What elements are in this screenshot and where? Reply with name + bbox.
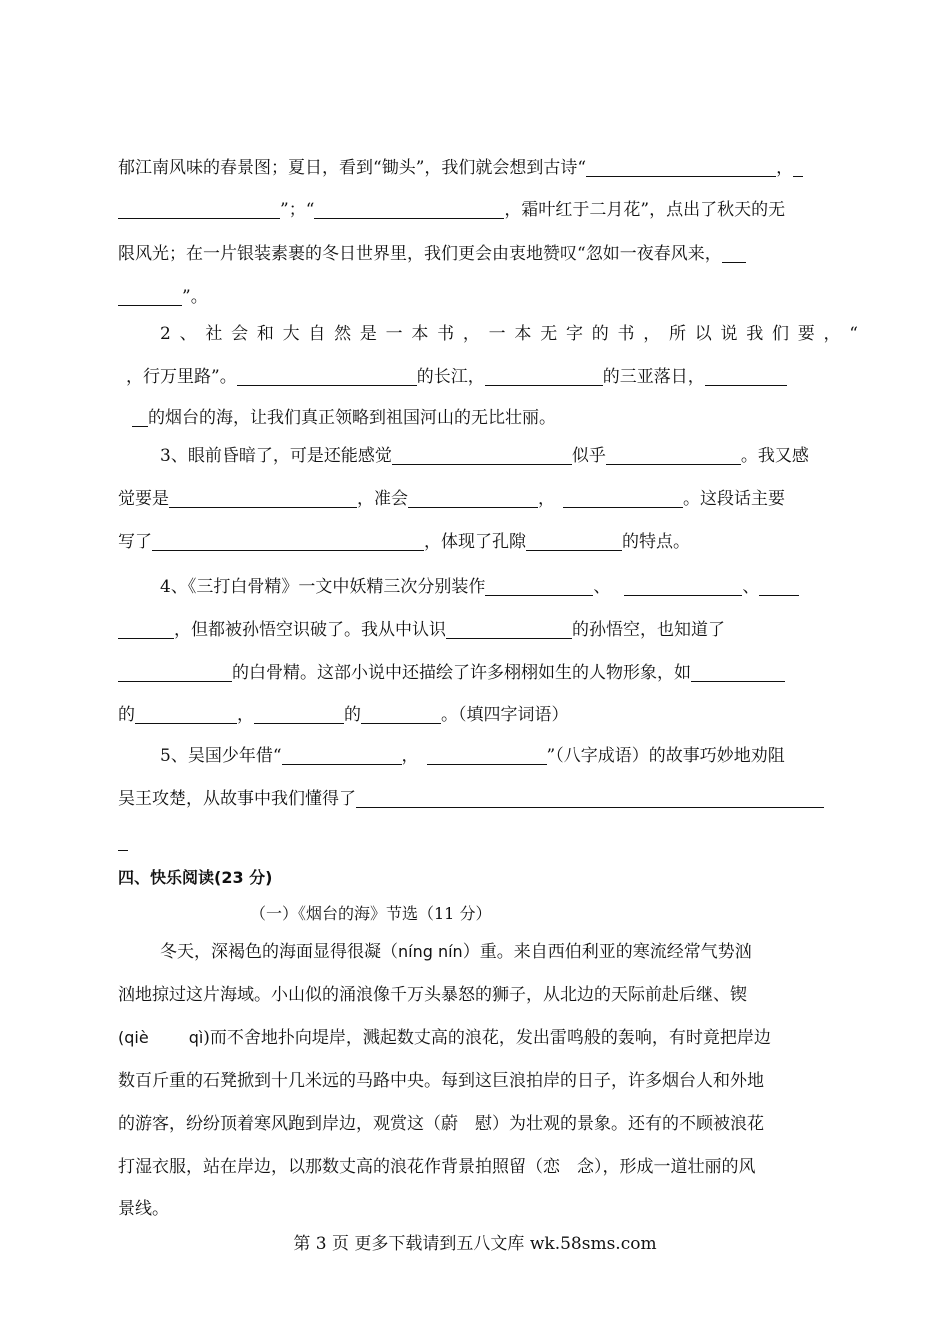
q4-line-4 (118, 703, 858, 727)
text: 。这段话主要 (683, 489, 785, 509)
text: 郁江南风味的春景图；夏日，看到“锄头”，我们就会想到古诗“ (118, 158, 587, 178)
blank (446, 620, 572, 639)
blank (169, 489, 357, 508)
page-footer: 第 3 页 更多下载请到五八文库 wk.58sms.com (293, 1234, 657, 1254)
text: 的特点。 (622, 532, 690, 552)
text: 冬天，深褐色的海面显得很凝（ (160, 942, 398, 962)
blank (722, 244, 746, 263)
text: ，但都被孙悟空识破了。我从中认识 (174, 620, 446, 640)
blank (282, 746, 402, 765)
text: 的烟台的海，让我们真正领略到祖国河山的无比壮丽。 (148, 408, 556, 428)
blank (606, 446, 741, 465)
text: ，行万里路”。 (126, 367, 237, 387)
q3-line-2 (118, 487, 858, 511)
blank (118, 620, 174, 639)
text: ”（八字成语）的故事巧妙地劝阻 (546, 746, 785, 766)
q1-line-1 (118, 156, 858, 180)
text: ”；“ (280, 200, 315, 220)
blank (408, 489, 538, 508)
text: 的 (344, 705, 361, 725)
blank (118, 287, 182, 306)
blank (485, 577, 593, 596)
text: 吴王攻楚，从故事中我们懂得了 (118, 789, 356, 809)
text: 觉要是 (118, 489, 169, 509)
blank (526, 532, 622, 551)
blank (392, 446, 572, 465)
q5-line-3 (118, 830, 858, 854)
text: 。我又感 (740, 446, 809, 466)
blank (361, 705, 441, 724)
blank (356, 789, 824, 808)
blank (118, 368, 126, 386)
text: 似乎 (571, 446, 606, 466)
q3-line-1 (160, 444, 858, 468)
text: ， (538, 489, 555, 509)
blank (485, 367, 603, 386)
text: 的三亚落日， (602, 367, 705, 387)
text: ，霜叶红于二月花”，点出了秋天的无 (504, 200, 786, 220)
text: 写了 (118, 532, 152, 552)
blank (118, 832, 128, 851)
q2-line-2 (118, 365, 858, 389)
blank (427, 746, 547, 765)
passage-line-4: 数百斤重的石凳掀到十几米远的马路中央。每到这巨浪拍岸的日子，许多烟台人和外地 (118, 1071, 764, 1091)
text: )而不舍地扑向堤岸，溅起数丈高的浪花，发出雷鸣般的轰响，有时竟把岸边 (203, 1028, 771, 1048)
passage-line-2: 汹地掠过这片海域。小山似的涌浪像千万头暴怒的狮子，从北边的天际前赴后继、锲 (118, 985, 747, 1005)
pinyin-options: níng nín (398, 942, 463, 961)
text: 、 (742, 577, 760, 597)
passage-line-7: 景线。 (118, 1199, 169, 1219)
blank (705, 367, 787, 386)
text: ，体现了孔隙 (424, 532, 526, 552)
text: 。（填四字词语） (441, 705, 569, 725)
text: ， (776, 158, 794, 178)
text: ， (237, 705, 254, 725)
section-heading: 四、快乐阅读(23 分) (118, 868, 273, 887)
pinyin-option: (qiè (118, 1028, 149, 1047)
text: 2、社会和大自然是一本书，一本无字的书，所以说我们要，“ (160, 324, 858, 344)
text: ， (401, 746, 419, 766)
blank (624, 577, 742, 596)
blank (691, 663, 785, 682)
blank (759, 577, 799, 596)
passage-line-1 (160, 940, 858, 964)
q1-line-2 (118, 198, 858, 222)
text: 的长江， (416, 367, 485, 387)
q1-line-3 (118, 242, 858, 266)
text: 4、《三打白骨精》一文中妖精三次分别装作 (160, 577, 486, 597)
q5-line-2 (118, 787, 858, 811)
blank (132, 408, 148, 427)
q2-line-3 (118, 406, 858, 430)
text: 5、吴国少年借“ (160, 746, 282, 766)
text: 限风光；在一片银装素裹的冬日世界里，我们更会由衷地赞叹“忽如一夜春风来， (118, 244, 722, 264)
blank (793, 158, 803, 177)
text: ”。 (182, 287, 208, 307)
text: 的 (118, 705, 135, 725)
q3-line-3 (118, 530, 858, 554)
blank (254, 705, 344, 724)
text: ）重。来自西伯利亚的寒流经常气势汹 (462, 942, 752, 962)
blank (586, 158, 776, 177)
blank (314, 200, 504, 219)
blank (118, 200, 280, 219)
q4-line-2 (118, 618, 858, 642)
blank (118, 663, 232, 682)
blank (563, 489, 683, 508)
blank (135, 705, 237, 724)
text: 、 (593, 577, 611, 597)
q4-line-1 (160, 575, 858, 599)
passage-line-6: 打湿衣服，站在岸边，以那数丈高的浪花作背景拍照留（恋 念），形成一道壮丽的风 (118, 1157, 756, 1177)
blank (237, 367, 417, 386)
passage-line-5: 的游客，纷纷顶着寒风跑到岸边，观赏这（蔚 慰）为壮观的景象。还有的不顾被浪花 (118, 1114, 764, 1134)
text: ，准会 (357, 489, 408, 509)
pinyin-option: qì (188, 1028, 204, 1047)
text: 3、眼前昏暗了，可是还能感觉 (160, 446, 392, 466)
passage-title: （一）《烟台的海》节选（11 分） (250, 904, 492, 923)
blank (152, 532, 424, 551)
q2-line-1 (160, 322, 858, 346)
q5-line-1 (160, 744, 858, 768)
passage-line-3 (118, 1026, 858, 1050)
text: 的孙悟空，也知道了 (572, 620, 725, 640)
text: 的白骨精。这部小说中还描绘了许多栩栩如生的人物形象，如 (232, 663, 691, 683)
q1-line-4 (118, 285, 858, 309)
q4-line-3 (118, 661, 858, 685)
